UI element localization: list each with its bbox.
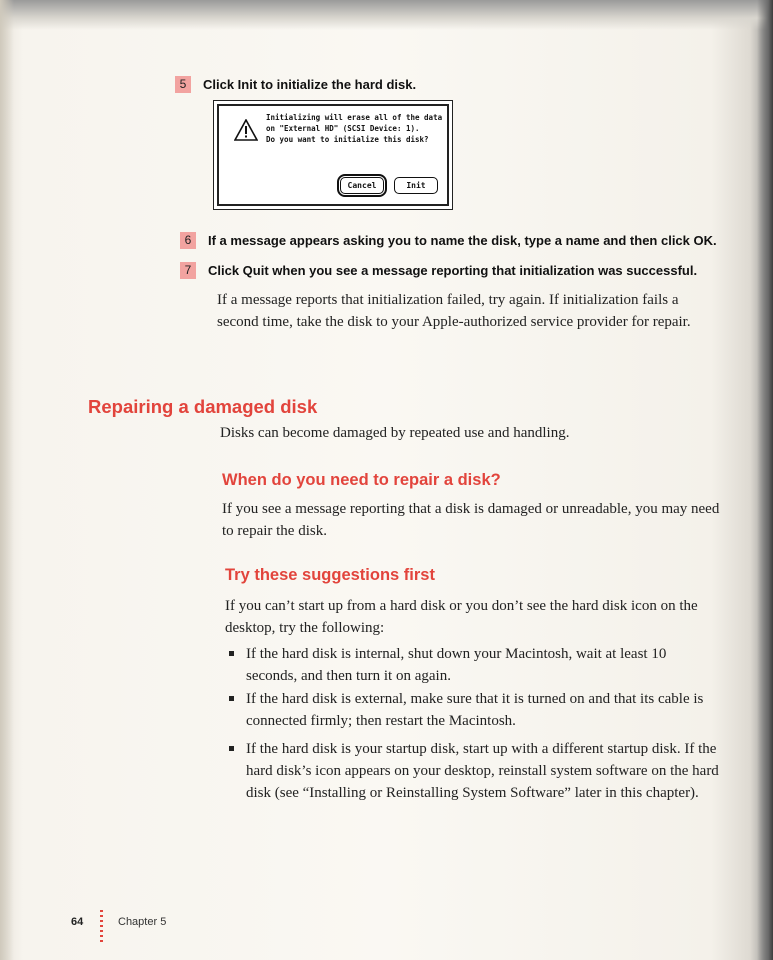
step-number: 6 [180, 232, 196, 249]
bullet-item [229, 738, 729, 804]
bullet-text: If the hard disk is internal, shut down your Macintosh, wait at least 10 seconds, and then turn it on again. [246, 646, 667, 684]
step-5 [175, 76, 416, 93]
step-text: If a message appears asking you to name the disk, type a name and then click OK. [208, 233, 717, 248]
bullet-marker [229, 651, 234, 656]
step-6 [180, 232, 717, 249]
bullet-item [229, 643, 719, 687]
bullet-text: If the hard disk is your startup disk, start up with a different startup disk. If the hard disk’s icon appears on your desktop, reinstall system software on the hard disk (see “Installing or Reinstalling System Software” later in this chapter). [246, 741, 719, 801]
cancel-button[interactable]: Cancel [340, 177, 384, 194]
page-number: 64 [71, 916, 84, 928]
subsection-title: When do you need to repair a disk? [222, 471, 501, 489]
subsection-title: Try these suggestions first [225, 566, 435, 584]
initialize-dialog [213, 100, 453, 210]
dialog-line: Do you want to initialize this disk? [266, 135, 429, 144]
warning-icon [234, 119, 258, 141]
step-text: Click Init to initialize the hard disk. [203, 77, 417, 92]
step-7 [180, 262, 697, 279]
chapter-label: Chapter 5 [118, 916, 167, 928]
bullet-marker [229, 696, 234, 701]
dialog-message [266, 112, 446, 145]
step-number: 7 [180, 262, 196, 279]
footer-divider [100, 910, 103, 944]
dialog-line: on "External HD" (SCSI Device: 1). [266, 124, 420, 133]
section-title: Repairing a damaged disk [88, 396, 318, 417]
step7-note: If a message reports that initialization failed, try again. If initialization fails a second time, take the disk to your Apple-authorized service provider for repair. [217, 292, 691, 330]
top-shadow [0, 0, 773, 30]
subsection-text: If you see a message reporting that a disk is damaged or unreadable, you may need to repair the disk. [222, 501, 720, 539]
init-button[interactable]: Init [394, 177, 438, 194]
subsection-text: If you can’t start up from a hard disk or you don’t see the hard disk icon on the desktop, try the following: [225, 598, 698, 636]
step-text: Click Quit when you see a message reporting that initialization was successful. [208, 263, 698, 278]
section-intro: Disks can become damaged by repeated use and handling. [220, 425, 570, 441]
bullet-item [229, 688, 729, 732]
left-gutter-shadow [0, 0, 14, 960]
bullet-marker [229, 746, 234, 751]
dialog-line: Initializing will erase all of the data [266, 113, 443, 122]
step-number: 5 [175, 76, 191, 93]
bullet-text: If the hard disk is external, make sure that it is turned on and that its cable is connected firmly; then restart the Macintosh. [246, 691, 704, 729]
right-edge-shadow [757, 0, 773, 960]
